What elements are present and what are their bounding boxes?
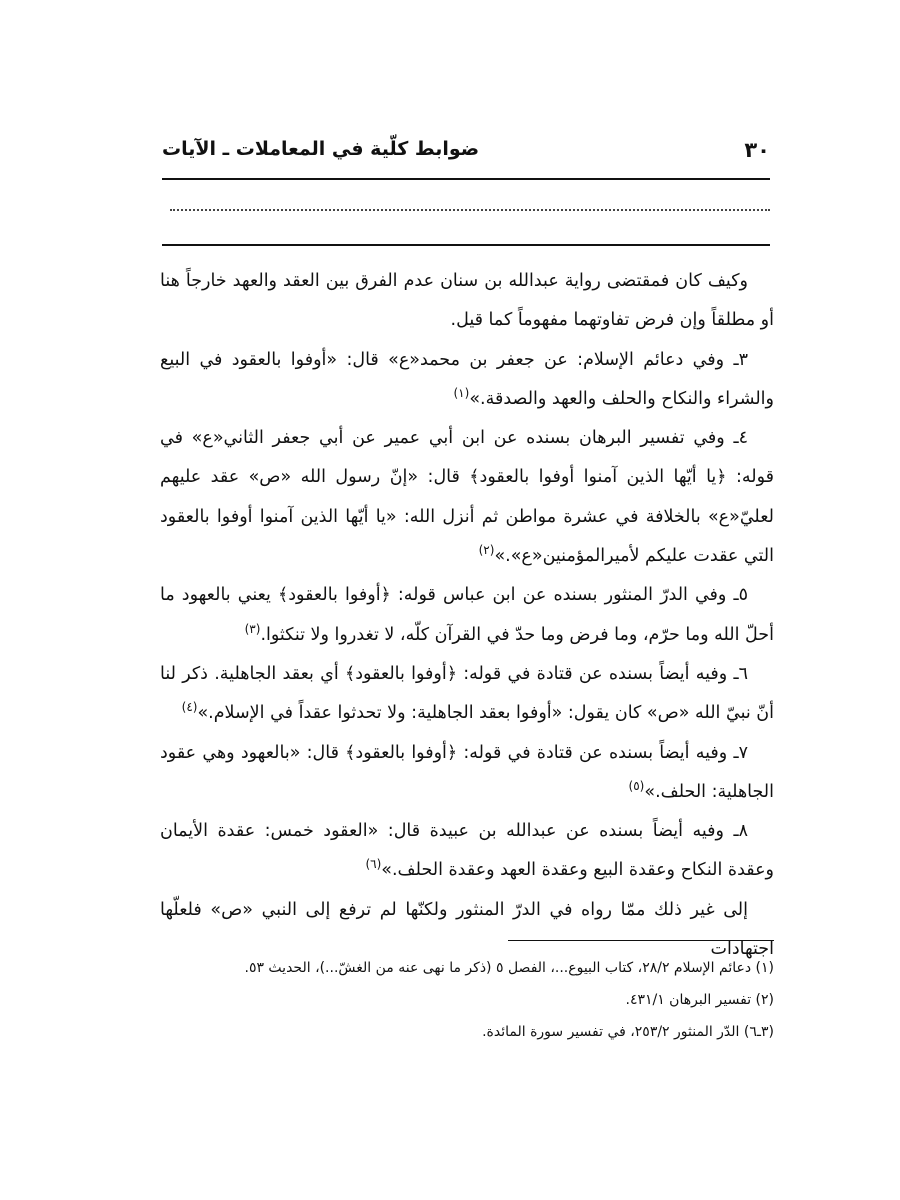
paragraph-8: ٨ـ وفيه أيضاً بسنده عن عبدالله بن عبيدة قال: «العقود خمس: عقدة الأيمان وعقدة النكاح وعقدة البيع وعقدة العهد وعقدة الحلف.»$^{(٦)}$ [160,821,774,881]
header-rule [162,178,770,180]
footnote-rule [508,940,774,941]
footnote-marker: (٢) [478,543,495,558]
body-text [160,262,774,969]
paragraph-6: ٦ـ وفيه أيضاً بسنده عن قتادة في قوله: ﴿أوفوا بالعقود﴾ أي بعقد الجاهلية. ذكر لنا أنّ نبيّ الله «ص» كان يقول: «أوفوا بعقد الجاهلية: ولا تحدثوا عقداً في الإسلام.»$^{(٤)}$ [160,663,774,724]
footnotes [160,952,774,1048]
footnote-marker: (٥) [628,779,645,794]
footnote-marker: (٤) [181,700,198,715]
footnote-marker: (٣) [244,621,261,636]
footnote-3-6: (٣ـ٦) الدّر المنثور ٢٥٣/٢، في تفسير سورة المائدة. [482,1024,774,1040]
page-header [162,138,770,172]
paragraph-intro: وكيف كان فمقتضى رواية عبدالله بن سنان عدم الفرق بين العقد والعهد خارجاً هنا أو مطلقاً وإن فرض تفاوتهما مفهوماً كما قيل. [160,271,774,331]
section-rule [162,244,770,246]
dotted-separator [170,209,770,211]
paragraph-5: ٥ـ وفي الدرّ المنثور بسنده عن ابن عباس قوله: ﴿أوفوا بالعقود﴾ يعني بالعهود ما أحلّ الله وما حرّم، وما فرض وما حدّ في القرآن كلّه، لا تغدروا ولا تنكثوا.$^{(٣)}$ [160,585,774,645]
footnote-marker: (٦) [365,857,382,872]
paragraph-3: ٣ـ وفي دعائم الإسلام: عن جعفر بن محمد«ع» قال: «أوفوا بالعقود في البيع والشراء والنكاح والحلف والعهد والصدقة.»$^{(١)}$ [160,349,774,409]
running-title: ضوابط كلّية في المعاملات ـ الآيات [162,138,480,160]
paragraph-closing: إلى غير ذلك ممّا رواه في الدرّ المنثور ولكنّها لم ترفع إلى النبي «ص» فلعلّها اجتهادات [160,899,774,960]
footnote-1: (١) دعائم الإسلام ٢٨/٢، كتاب البيوع...، الفصل ٥ (ذكر ما نهى عنه من الغشّ...)، الحديث ٥٣. [244,960,774,976]
footnote-marker: (١) [453,386,470,401]
paragraph-7: ٧ـ وفيه أيضاً بسنده عن قتادة في قوله: ﴿أوفوا بالعقود﴾ قال: «بالعهود وهي عقود الجاهلية: الحلف.»$^{(٥)}$ [160,742,774,802]
paragraph-4: ٤ـ وفي تفسير البرهان بسنده عن ابن أبي عمير عن أبي جعفر الثاني«ع» في قوله: ﴿يا أيّها الذين آمنوا أوفوا بالعقود﴾ قال: «إنّ رسول الله «ص» عقد عليهم لعليّ«ع» بالخلافة في عشرة مواطن ثم أنزل الله: «يا أيّها الذين آمنوا أوفوا بالعقود التي عقدت عليكم لأميرالمؤمنين«ع».»$^{(٢)}$ [160,428,774,567]
page-number: ٣٠ [744,138,770,162]
footnote-2: (٢) تفسير البرهان ٤٣١/١. [625,992,774,1008]
